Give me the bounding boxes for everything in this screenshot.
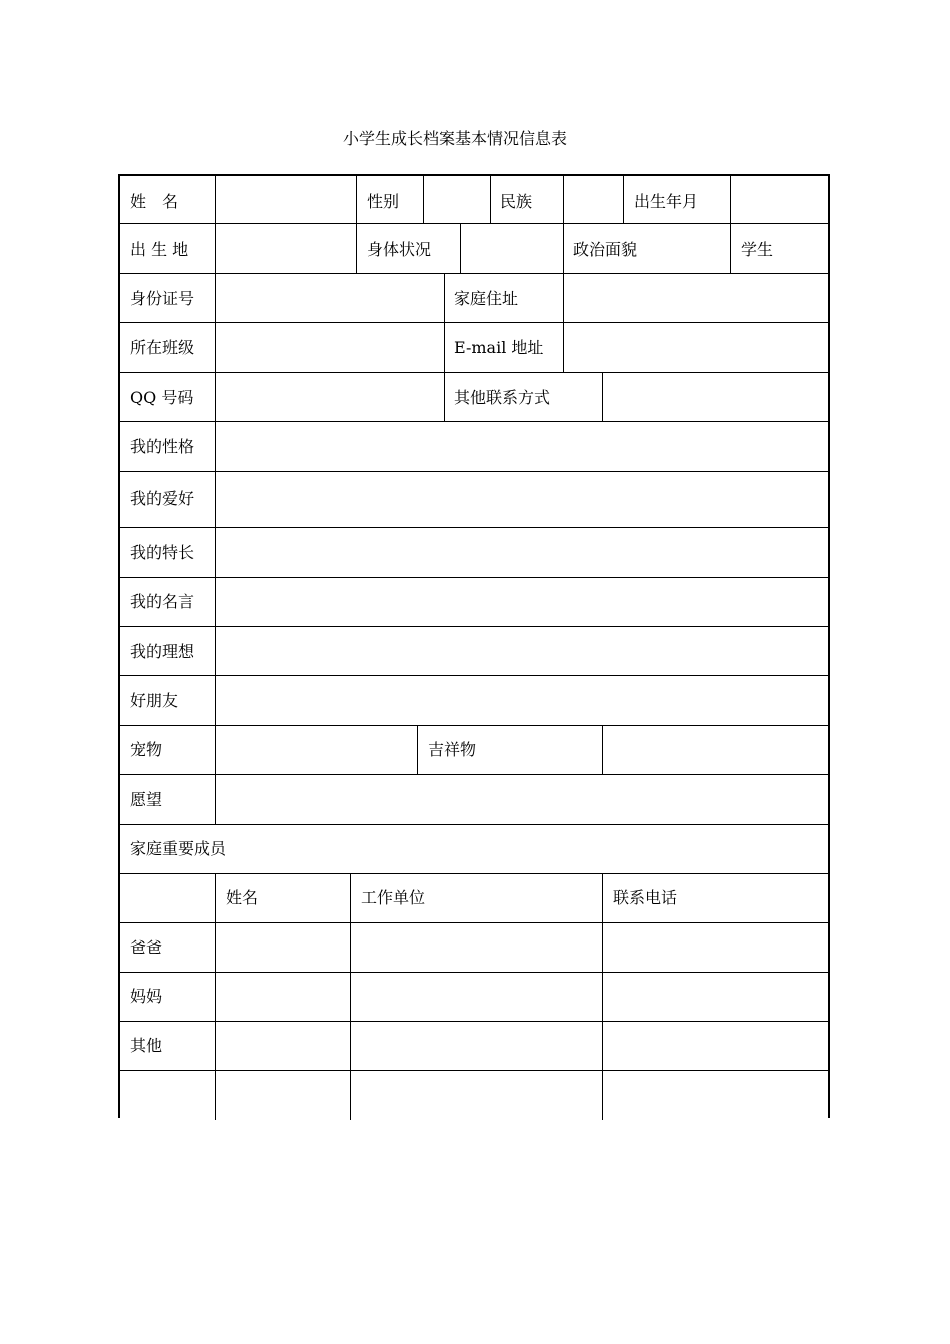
info-form-table [118, 174, 830, 1118]
political-status-value: 学生 [741, 240, 774, 259]
label-pet: 宠物 [130, 740, 163, 759]
family-row-other: 其他 [130, 1036, 163, 1055]
label-birthplace: 出 生 地 [130, 240, 189, 259]
label-mascot: 吉祥物 [428, 740, 477, 759]
label-health: 身体状况 [367, 240, 432, 259]
family-header-workplace: 工作单位 [361, 888, 426, 907]
family-row-mother: 妈妈 [130, 987, 163, 1006]
label-hobbies: 我的爱好 [130, 489, 195, 508]
label-personality: 我的性格 [130, 437, 195, 456]
label-friends: 好朋友 [130, 691, 179, 710]
label-motto: 我的名言 [130, 592, 195, 611]
label-id-number: 身份证号 [130, 289, 195, 308]
page-title: 小学生成长档案基本情况信息表 [342, 129, 567, 148]
label-name: 姓 名 [130, 192, 179, 211]
label-gender: 性别 [367, 192, 400, 211]
label-qq: QQ 号码 [130, 388, 194, 407]
label-talents: 我的特长 [130, 543, 195, 562]
label-email: E-mail 地址 [454, 338, 544, 357]
label-ideal: 我的理想 [130, 642, 195, 661]
label-class: 所在班级 [130, 338, 195, 357]
label-ethnicity: 民族 [500, 192, 533, 211]
family-header-name: 姓名 [226, 888, 259, 907]
label-family-members: 家庭重要成员 [130, 839, 227, 858]
family-header-phone: 联系电话 [613, 888, 678, 907]
family-row-father: 爸爸 [130, 938, 163, 957]
label-home-address: 家庭住址 [454, 289, 519, 308]
label-other-contact: 其他联系方式 [454, 388, 551, 407]
label-birth-date: 出生年月 [634, 192, 699, 211]
label-political-status: 政治面貌 [573, 240, 638, 259]
label-wish: 愿望 [130, 790, 163, 809]
